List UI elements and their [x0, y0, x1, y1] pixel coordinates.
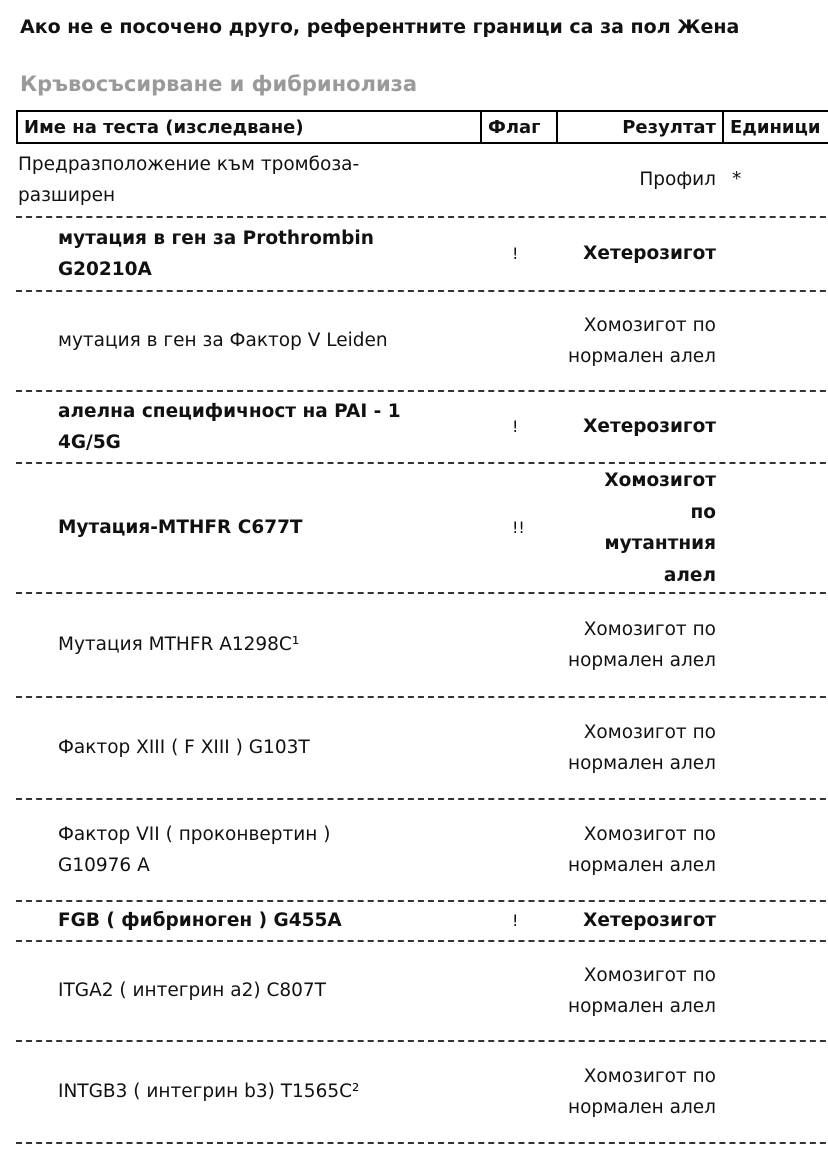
test-result: Хомозигот по нормален алел [568, 823, 716, 876]
test-units [722, 594, 828, 696]
test-flag: ! [512, 417, 519, 437]
table-row-profile [16, 144, 828, 218]
test-result: Хетерозигот [583, 416, 716, 438]
column-header-units: Единици [730, 116, 821, 138]
table-row [16, 698, 828, 800]
test-result: Хомозигот по нормален алел [568, 1065, 716, 1118]
test-name: Предразположение към тромбоза-разширен [18, 153, 360, 206]
test-name: Фактор XIII ( F XIII ) G103T [58, 737, 310, 759]
test-result: Хомозигот по нормален алел [568, 618, 716, 671]
test-name: мутация в ген за Фактор V Leiden [58, 330, 388, 352]
test-flag: !! [512, 518, 525, 538]
table-row [16, 942, 828, 1042]
test-name: INTGB3 ( интегрин b3) T1565C² [58, 1081, 360, 1103]
test-name: Мутация MTHFR A1298C¹ [58, 634, 300, 656]
test-units [722, 1042, 828, 1142]
test-units [722, 292, 828, 390]
test-name: Мутация-MTHFR C677T [58, 517, 303, 539]
table-row [16, 594, 828, 698]
table-row [16, 292, 828, 392]
test-name: Фактор VII ( проконвертин ) G10976 A [58, 823, 331, 876]
results-table [16, 110, 828, 1144]
test-result: Профил [639, 169, 716, 191]
test-units [722, 800, 828, 900]
test-name: алелна специфичност на PAI - 1 4G/5G [58, 400, 401, 453]
test-result: Хомозигот по мутантния алел [604, 470, 716, 586]
test-name: FGB ( фибриноген ) G455A [58, 910, 342, 932]
table-row [16, 902, 828, 942]
test-result: Хетерозигот [583, 243, 716, 265]
test-units [722, 942, 828, 1040]
table-row [16, 218, 828, 292]
test-flag [480, 698, 556, 798]
table-row [16, 464, 828, 594]
reference-note: Ако не е посочено друго, референтните граници са за пол Жена [20, 16, 740, 38]
column-header-name: Име на теста (изследване) [18, 112, 482, 142]
test-units [722, 698, 828, 798]
test-units: * [732, 169, 742, 191]
test-result: Хомозигот по нормален алел [568, 964, 716, 1017]
test-result: Хомозигот по нормален алел [568, 721, 716, 774]
column-header-result: Резултат [558, 112, 724, 142]
test-units [722, 392, 828, 462]
column-header-flag: Флаг [482, 112, 558, 142]
table-row [16, 392, 828, 464]
test-units [722, 218, 828, 290]
test-flag [480, 1042, 556, 1142]
test-flag: ! [512, 244, 519, 264]
test-flag [480, 800, 556, 900]
test-flag: ! [512, 911, 519, 931]
table-row [16, 800, 828, 902]
test-flag [480, 594, 556, 696]
test-name: мутация в ген за Prothrombin G20210A [58, 227, 374, 280]
test-units [722, 902, 828, 940]
table-row [16, 1042, 828, 1144]
test-result: Хетерозигот [583, 910, 716, 932]
test-units [722, 464, 828, 592]
test-flag [546, 144, 556, 216]
test-flag [480, 942, 556, 1040]
section-title: Кръвосъсирване и фибринолиза [20, 72, 418, 96]
test-flag [480, 292, 556, 390]
table-header [16, 110, 828, 144]
test-name: ITGA2 ( интегрин a2) C807T [58, 980, 326, 1002]
test-result: Хомозигот по нормален алел [568, 314, 716, 367]
